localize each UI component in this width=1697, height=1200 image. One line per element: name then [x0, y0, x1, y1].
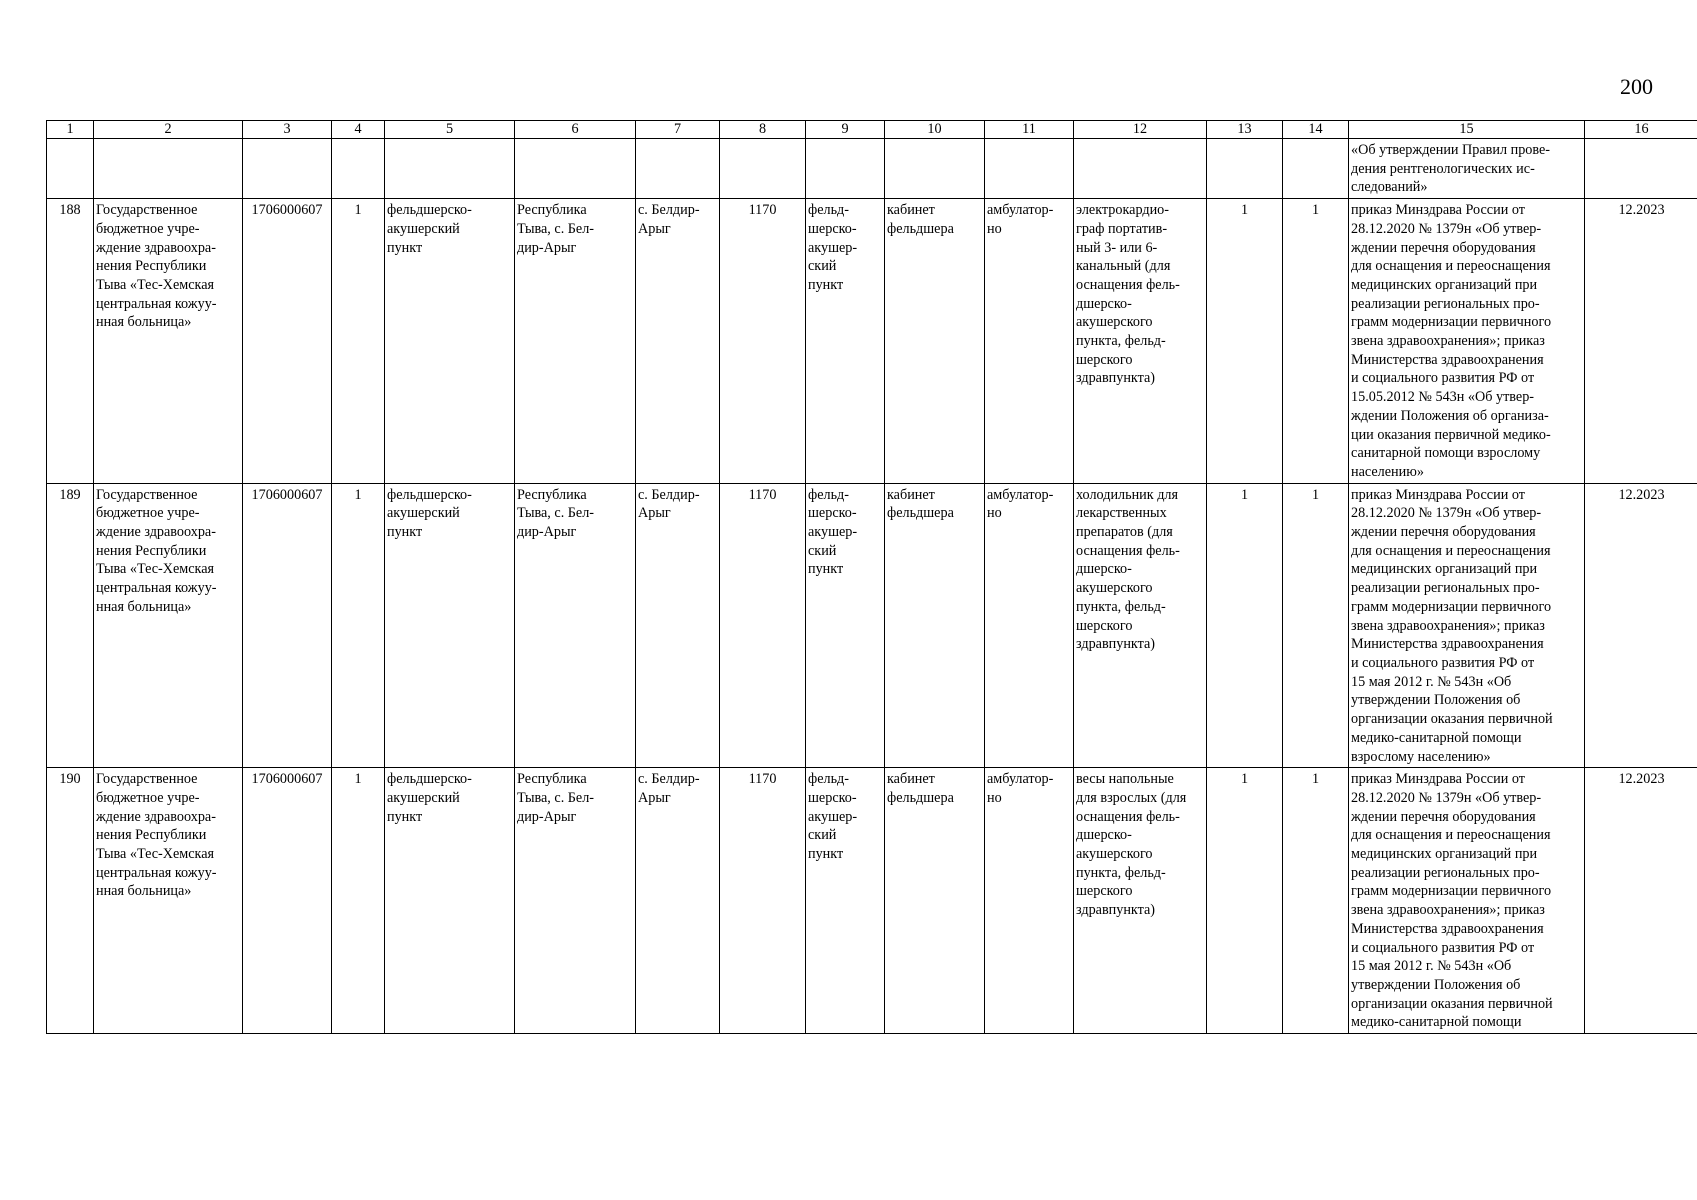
- text-line: 15 мая 2012 г. № 543н «Об: [1351, 673, 1512, 690]
- text-line: бюджетное учре-: [96, 220, 200, 237]
- text-line: Арыг: [638, 220, 671, 237]
- text-line: грамм модернизации первичного: [1351, 314, 1552, 331]
- text-line: Республика: [517, 202, 587, 219]
- table-row: [47, 483, 1697, 768]
- text-line: пункт: [808, 276, 844, 293]
- text-line: фельдшера: [887, 505, 954, 522]
- text-line: акушерский: [387, 505, 460, 522]
- text-line: реализации региональных про-: [1351, 580, 1540, 597]
- table-row: [47, 768, 1697, 1034]
- text-line: нения Республики: [96, 827, 207, 844]
- text-line: нная больница»: [96, 314, 192, 331]
- row-number-cell: 190: [47, 768, 94, 1034]
- column-number-row: [47, 121, 1697, 139]
- text-line: центральная кожуу-: [96, 864, 217, 881]
- text-line: для оснащения и переоснащения: [1351, 258, 1551, 275]
- text-line: грамм модернизации первичного: [1351, 883, 1552, 900]
- quantity-2-cell: 1: [1283, 199, 1349, 484]
- text-line: Государственное: [96, 771, 198, 788]
- text-line: дир-Арыг: [517, 239, 577, 256]
- empty-cell: [1585, 139, 1697, 199]
- text-line: граф портатив-: [1076, 220, 1168, 237]
- empty-cell: [985, 139, 1074, 199]
- text-line: приказ Минздрава России от: [1351, 771, 1525, 788]
- continuation-row: [47, 139, 1697, 199]
- text-line: и социального развития РФ от: [1351, 939, 1535, 956]
- text-line: Арыг: [638, 505, 671, 522]
- quantity-cell: 1: [1207, 768, 1283, 1034]
- column-number-3: 3: [243, 121, 332, 139]
- text-line: ции оказания первичной медико-: [1351, 426, 1551, 443]
- text-line: бюджетное учре-: [96, 505, 200, 522]
- count-cell: 1: [332, 768, 385, 1034]
- text-line: но: [987, 220, 1002, 237]
- text-line: дир-Арыг: [517, 808, 577, 825]
- text-line: акушерский: [387, 789, 460, 806]
- text-line: санитарной помощи взрослому: [1351, 445, 1541, 462]
- text-line: здравпункта): [1076, 636, 1156, 653]
- column-number-16: 16: [1585, 121, 1697, 139]
- column-number-12: 12: [1074, 121, 1207, 139]
- empty-cell: [47, 139, 94, 199]
- text-line: дения рентгенологических ис-: [1351, 160, 1535, 177]
- text-line: шерско-: [808, 220, 857, 237]
- text-line: приказ Минздрава России от: [1351, 202, 1525, 219]
- text-line: фельдшерско-: [387, 771, 472, 788]
- text-line: для взрослых (для: [1076, 789, 1187, 806]
- column-number-14: 14: [1283, 121, 1349, 139]
- text-line: препаратов (для: [1076, 524, 1173, 541]
- text-line: акушер-: [808, 808, 858, 825]
- text-line: 28.12.2020 № 1379н «Об утвер-: [1351, 505, 1542, 522]
- text-line: Тыва, с. Бел-: [517, 789, 595, 806]
- table-body: [47, 121, 1697, 1034]
- text-line: шерского: [1076, 617, 1133, 634]
- empty-cell: [1283, 139, 1349, 199]
- text-line: здравпункта): [1076, 370, 1156, 387]
- text-line: шерско-: [808, 789, 857, 806]
- inn-cell: 1706000607: [243, 483, 332, 768]
- locality-cell: [636, 768, 720, 1034]
- unit-cell: [806, 199, 885, 484]
- row-number-cell: 188: [47, 199, 94, 484]
- inn-cell: 1706000607: [243, 768, 332, 1034]
- text-line: для оснащения и переоснащения: [1351, 542, 1551, 559]
- text-line: нная больница»: [96, 883, 192, 900]
- empty-cell: [885, 139, 985, 199]
- text-line: с. Белдир-: [638, 202, 700, 219]
- text-line: ный 3- или 6-: [1076, 239, 1158, 256]
- text-line: амбулатор-: [987, 486, 1054, 503]
- text-line: и социального развития РФ от: [1351, 370, 1535, 387]
- empty-cell: [332, 139, 385, 199]
- code-cell: 1170: [720, 483, 806, 768]
- text-line: «Об утверждении Правил прове-: [1351, 142, 1551, 158]
- text-line: следований»: [1351, 179, 1428, 196]
- text-line: медицинских организаций при: [1351, 276, 1538, 293]
- column-number-1: 1: [47, 121, 94, 139]
- text-line: Министерства здравоохранения: [1351, 920, 1544, 937]
- text-line: медико-санитарной помощи: [1351, 1014, 1522, 1031]
- organization-cell: [94, 768, 243, 1034]
- text-line: пункта, фельд-: [1076, 333, 1166, 350]
- text-line: акушерского: [1076, 846, 1153, 863]
- text-line: акушер-: [808, 239, 858, 256]
- text-line: центральная кожуу-: [96, 580, 217, 597]
- text-line: медико-санитарной помощи: [1351, 729, 1522, 746]
- quantity-2-cell: 1: [1283, 768, 1349, 1034]
- text-line: Тыва «Тес-Хемская: [96, 276, 215, 293]
- address-cell: [515, 199, 636, 484]
- text-line: кабинет: [887, 486, 935, 503]
- text-line: утверждении Положения об: [1351, 692, 1521, 709]
- text-line: ский: [808, 827, 837, 844]
- text-line: 28.12.2020 № 1379н «Об утвер-: [1351, 220, 1542, 237]
- text-line: холодильник для: [1076, 486, 1179, 503]
- organization-cell: [94, 483, 243, 768]
- care-form-cell: [985, 199, 1074, 484]
- room-cell: [885, 483, 985, 768]
- text-line: приказ Минздрава России от: [1351, 486, 1525, 503]
- table-row: [47, 199, 1697, 484]
- empty-cell: [385, 139, 515, 199]
- text-line: грамм модернизации первичного: [1351, 598, 1552, 615]
- text-line: оснащения фель-: [1076, 808, 1180, 825]
- count-cell: 1: [332, 483, 385, 768]
- facility-type-cell: [385, 199, 515, 484]
- text-line: дшерско-: [1076, 561, 1132, 578]
- column-number-4: 4: [332, 121, 385, 139]
- text-line: весы напольные: [1076, 771, 1174, 788]
- text-line: 28.12.2020 № 1379н «Об утвер-: [1351, 789, 1542, 806]
- empty-cell: [243, 139, 332, 199]
- text-line: ждении перечня оборудования: [1351, 524, 1536, 541]
- quantity-cell: 1: [1207, 199, 1283, 484]
- text-line: ждении Положения об организа-: [1351, 407, 1549, 424]
- equipment-table: [46, 120, 1697, 1034]
- quantity-cell: 1: [1207, 483, 1283, 768]
- text-line: пункта, фельд-: [1076, 864, 1166, 881]
- room-cell: [885, 199, 985, 484]
- column-number-15: 15: [1349, 121, 1585, 139]
- address-cell: [515, 483, 636, 768]
- address-cell: [515, 768, 636, 1034]
- text-line: медицинских организаций при: [1351, 561, 1538, 578]
- equipment-cell: [1074, 483, 1207, 768]
- text-line: фельд-: [808, 771, 849, 788]
- facility-type-cell: [385, 483, 515, 768]
- empty-cell: [806, 139, 885, 199]
- text-line: лекарственных: [1076, 505, 1167, 522]
- locality-cell: [636, 199, 720, 484]
- facility-type-cell: [385, 768, 515, 1034]
- page-number: 200: [1620, 74, 1653, 99]
- column-number-7: 7: [636, 121, 720, 139]
- text-line: амбулатор-: [987, 771, 1054, 788]
- text-line: но: [987, 789, 1002, 806]
- row-number-cell: 189: [47, 483, 94, 768]
- column-number-6: 6: [515, 121, 636, 139]
- column-number-10: 10: [885, 121, 985, 139]
- text-line: дшерско-: [1076, 827, 1132, 844]
- text-line: нения Республики: [96, 542, 207, 559]
- text-line: 15 мая 2012 г. № 543н «Об: [1351, 958, 1512, 975]
- text-line: звена здравоохранения»; приказ: [1351, 333, 1545, 350]
- inn-cell: 1706000607: [243, 199, 332, 484]
- care-form-cell: [985, 768, 1074, 1034]
- empty-cell: [515, 139, 636, 199]
- text-line: акушерского: [1076, 580, 1153, 597]
- care-form-cell: [985, 483, 1074, 768]
- text-line: ждение здравоохра-: [96, 524, 216, 541]
- text-line: Тыва «Тес-Хемская: [96, 846, 215, 863]
- text-line: Государственное: [96, 486, 198, 503]
- room-cell: [885, 768, 985, 1034]
- column-number-5: 5: [385, 121, 515, 139]
- legal-basis-cell: [1349, 768, 1585, 1034]
- text-line: дир-Арыг: [517, 524, 577, 541]
- quantity-2-cell: 1: [1283, 483, 1349, 768]
- text-line: 15.05.2012 № 543н «Об утвер-: [1351, 389, 1535, 406]
- text-line: организации оказания первичной: [1351, 995, 1553, 1012]
- text-line: звена здравоохранения»; приказ: [1351, 617, 1545, 634]
- unit-cell: [806, 483, 885, 768]
- text-line: с. Белдир-: [638, 771, 700, 788]
- text-line: акушерского: [1076, 314, 1153, 331]
- code-cell: 1170: [720, 199, 806, 484]
- text-line: реализации региональных про-: [1351, 864, 1540, 881]
- text-line: Тыва «Тес-Хемская: [96, 561, 215, 578]
- column-number-2: 2: [94, 121, 243, 139]
- organization-cell: [94, 199, 243, 484]
- text-line: пункт: [387, 524, 423, 541]
- text-line: пункта, фельд-: [1076, 598, 1166, 615]
- text-line: кабинет: [887, 202, 935, 219]
- text-line: фельд-: [808, 486, 849, 503]
- text-line: медицинских организаций при: [1351, 846, 1538, 863]
- text-line: фельдшерско-: [387, 202, 472, 219]
- text-line: здравпункта): [1076, 902, 1156, 919]
- text-line: пункт: [387, 808, 423, 825]
- date-cell: 12.2023: [1585, 768, 1697, 1034]
- text-line: населению»: [1351, 463, 1424, 480]
- text-line: фельдшера: [887, 220, 954, 237]
- continuation-basis-cell: [1349, 139, 1585, 199]
- text-line: дшерско-: [1076, 295, 1132, 312]
- text-line: организации оказания первичной: [1351, 711, 1553, 728]
- column-number-8: 8: [720, 121, 806, 139]
- text-line: акушерский: [387, 220, 460, 237]
- date-cell: 12.2023: [1585, 199, 1697, 484]
- empty-cell: [1074, 139, 1207, 199]
- text-line: ждении перечня оборудования: [1351, 808, 1536, 825]
- equipment-cell: [1074, 768, 1207, 1034]
- empty-cell: [1207, 139, 1283, 199]
- text-line: амбулатор-: [987, 202, 1054, 219]
- text-line: центральная кожуу-: [96, 295, 217, 312]
- code-cell: 1170: [720, 768, 806, 1034]
- text-line: Министерства здравоохранения: [1351, 636, 1544, 653]
- text-line: оснащения фель-: [1076, 542, 1180, 559]
- text-line: реализации региональных про-: [1351, 295, 1540, 312]
- text-line: Арыг: [638, 789, 671, 806]
- legal-basis-cell: [1349, 199, 1585, 484]
- text-line: ский: [808, 258, 837, 275]
- locality-cell: [636, 483, 720, 768]
- text-line: шерского: [1076, 883, 1133, 900]
- text-line: ждении перечня оборудования: [1351, 239, 1536, 256]
- empty-cell: [720, 139, 806, 199]
- text-line: ждение здравоохра-: [96, 808, 216, 825]
- text-line: фельдшера: [887, 789, 954, 806]
- text-line: Тыва, с. Бел-: [517, 505, 595, 522]
- text-line: но: [987, 505, 1002, 522]
- text-line: с. Белдир-: [638, 486, 700, 503]
- empty-cell: [94, 139, 243, 199]
- unit-cell: [806, 768, 885, 1034]
- text-line: ждение здравоохра-: [96, 239, 216, 256]
- text-line: фельд-: [808, 202, 849, 219]
- column-number-9: 9: [806, 121, 885, 139]
- text-line: Тыва, с. Бел-: [517, 220, 595, 237]
- text-line: ский: [808, 542, 837, 559]
- column-number-13: 13: [1207, 121, 1283, 139]
- column-number-11: 11: [985, 121, 1074, 139]
- text-line: шерского: [1076, 351, 1133, 368]
- text-line: звена здравоохранения»; приказ: [1351, 902, 1545, 919]
- text-line: Министерства здравоохранения: [1351, 351, 1544, 368]
- text-line: Республика: [517, 486, 587, 503]
- text-line: электрокардио-: [1076, 202, 1169, 219]
- text-line: фельдшерско-: [387, 486, 472, 503]
- text-line: пункт: [387, 239, 423, 256]
- text-line: пункт: [808, 561, 844, 578]
- text-line: и социального развития РФ от: [1351, 654, 1535, 671]
- text-line: для оснащения и переоснащения: [1351, 827, 1551, 844]
- text-line: Государственное: [96, 202, 198, 219]
- date-cell: 12.2023: [1585, 483, 1697, 768]
- count-cell: 1: [332, 199, 385, 484]
- text-line: бюджетное учре-: [96, 789, 200, 806]
- text-line: взрослому населению»: [1351, 748, 1491, 765]
- empty-cell: [636, 139, 720, 199]
- text-line: кабинет: [887, 771, 935, 788]
- text-line: пункт: [808, 846, 844, 863]
- text-line: акушер-: [808, 524, 858, 541]
- text-line: нная больница»: [96, 598, 192, 615]
- legal-basis-cell: [1349, 483, 1585, 768]
- text-line: шерско-: [808, 505, 857, 522]
- text-line: оснащения фель-: [1076, 276, 1180, 293]
- equipment-cell: [1074, 199, 1207, 484]
- text-line: утверждении Положения об: [1351, 976, 1521, 993]
- text-line: Республика: [517, 771, 587, 788]
- text-line: канальный (для: [1076, 258, 1171, 275]
- text-line: нения Республики: [96, 258, 207, 275]
